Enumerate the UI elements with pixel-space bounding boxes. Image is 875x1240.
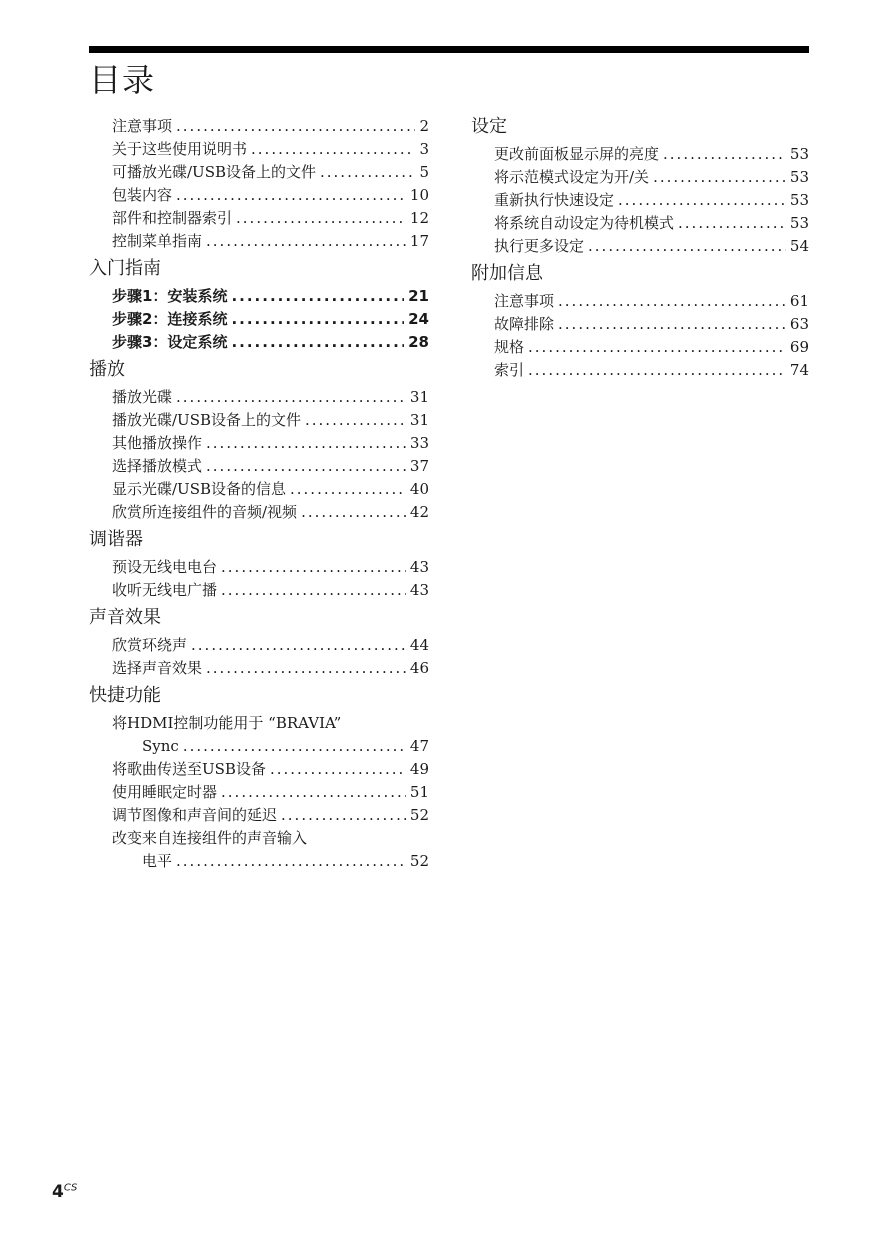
dot-leader [176,184,406,207]
section-heading: 快捷功能 [89,685,161,706]
toc-entry-label: 步骤1：安装系统 [112,287,228,305]
dot-leader [678,212,786,235]
toc-entry-list [89,386,429,524]
toc-entry-page: 52 [409,852,429,870]
dot-leader [183,735,406,758]
dot-leader [236,207,406,230]
toc-entry-list [471,290,809,382]
toc-entry[interactable] [89,758,429,781]
toc-entry-label: 选择播放模式 [112,457,203,475]
toc-entry-label: 欣赏所连接组件的音频/视频 [112,503,298,521]
page-number-value: 4 [52,1182,64,1202]
dot-leader [588,235,786,258]
toc-entry[interactable] [471,336,809,359]
toc-entry-label: 控制菜单指南 [112,232,203,250]
toc-entry[interactable] [471,166,809,189]
toc-section [89,115,429,253]
dot-leader [251,138,415,161]
toc-entry[interactable] [89,184,429,207]
toc-entry-label-continued: Sync [142,737,179,755]
toc-entry-label: 收听无线电广播 [112,581,218,599]
toc-entry[interactable] [89,804,429,827]
toc-entry[interactable] [89,634,429,657]
toc-entry-label: 步骤3：设定系统 [112,333,228,351]
dot-leader [558,290,786,313]
toc-entry-label: 执行更多设定 [494,237,585,255]
toc-entry-list [89,285,429,354]
toc-entry-label: 索引 [494,361,525,379]
dot-leader [176,115,415,138]
toc-entry[interactable] [89,432,429,455]
toc-entry-page: 3 [419,140,429,158]
toc-entry-page: 43 [409,558,429,576]
dot-leader [221,556,406,579]
toc-entry[interactable] [89,285,429,308]
toc-entry[interactable] [89,308,429,331]
toc-entry-page: 43 [409,581,429,599]
toc-entry[interactable] [89,409,429,432]
toc-entry-page: 53 [789,145,809,163]
dot-leader [206,230,406,253]
toc-entry[interactable] [89,712,429,735]
toc-entry-page: 53 [789,214,809,232]
toc-entry[interactable] [89,138,429,161]
dot-leader [290,478,406,501]
dot-leader [528,359,786,382]
toc-entry-label: 将HDMI控制功能用于 “BRAVIA” [112,714,342,732]
toc-entry-label: 欣赏环绕声 [112,636,188,654]
toc-entry-page: 10 [409,186,429,204]
dot-leader [206,432,406,455]
toc-section [471,262,809,382]
toc-entry-label: 关于这些使用说明书 [112,140,248,158]
toc-entry-page: 74 [789,361,809,379]
toc-entry-page: 44 [409,636,429,654]
toc-entry-label: 将系统自动设定为待机模式 [494,214,675,232]
dot-leader [221,579,406,602]
dot-leader [231,285,404,308]
toc-entry-label: 更改前面板显示屏的亮度 [494,145,660,163]
toc-entry-list [471,143,809,258]
toc-section [89,606,429,680]
toc-section [89,358,429,524]
section-heading: 附加信息 [471,263,543,284]
toc-entry-page: 49 [409,760,429,778]
toc-entry[interactable] [471,212,809,235]
dot-leader [176,386,406,409]
toc-entry-label: 包装内容 [112,186,173,204]
toc-entry[interactable] [89,455,429,478]
toc-entry-page: 46 [409,659,429,677]
dot-leader [320,161,415,184]
toc-entry[interactable] [471,359,809,382]
toc-entry-page: 61 [789,292,809,310]
dot-leader [270,758,406,781]
toc-entry-page: 17 [409,232,429,250]
toc-section [89,684,429,873]
toc-section [89,257,429,354]
toc-entry-page: 54 [789,237,809,255]
toc-entry-label: 显示光碟/USB设备的信息 [112,480,286,498]
toc-entry-list [89,115,429,253]
dot-leader [653,166,786,189]
toc-entry-list [89,556,429,602]
toc-entry-label: 播放光碟 [112,388,173,406]
toc-entry-page: 12 [409,209,429,227]
toc-entry[interactable] [89,478,429,501]
toc-entry[interactable] [89,781,429,804]
dot-leader [305,409,406,432]
toc-entry-label: 使用睡眠定时器 [112,783,218,801]
toc-entry-label: 将示范模式设定为开/关 [494,168,650,186]
toc-entry-continuation[interactable] [89,850,429,873]
dot-leader [191,634,406,657]
toc-entry-label: 调节图像和声音间的延迟 [112,806,278,824]
dot-leader [528,336,786,359]
toc-entry-continuation[interactable] [89,735,429,758]
toc-entry[interactable] [89,331,429,354]
toc-entry[interactable] [89,827,429,850]
dot-leader [221,781,406,804]
toc-entry-label: 改变来自连接组件的声音输入 [112,829,308,847]
toc-entry-list [89,712,429,873]
toc-entry-label: 重新执行快速设定 [494,191,615,209]
toc-entry-label: 故障排除 [494,315,555,333]
toc-entry-label: 注意事项 [112,117,173,135]
toc-entry-page: 21 [408,287,429,305]
dot-leader [231,308,404,331]
toc-entry-page: 40 [409,480,429,498]
dot-leader [618,189,786,212]
section-heading: 调谐器 [89,529,143,550]
toc-entry-label: 选择声音效果 [112,659,203,677]
toc-entry[interactable] [89,657,429,680]
toc-entry-page: 53 [789,191,809,209]
dot-leader [176,850,406,873]
toc-entry-label: 播放光碟/USB设备上的文件 [112,411,301,429]
page-number [52,1182,77,1202]
toc-entry-label: 部件和控制器索引 [112,209,233,227]
dot-leader [281,804,406,827]
toc-entry-label: 规格 [494,338,525,356]
toc-left-column [89,115,429,877]
toc-entry-label: 可播放光碟/USB设备上的文件 [112,163,316,181]
toc-entry[interactable] [471,189,809,212]
section-heading: 播放 [89,359,125,380]
toc-entry[interactable] [471,235,809,258]
toc-entry-label: 其他播放操作 [112,434,203,452]
section-heading: 声音效果 [89,607,161,628]
dot-leader [663,143,786,166]
toc-right-column [471,115,809,386]
toc-entry-page: 52 [409,806,429,824]
toc-entry-page: 47 [409,737,429,755]
toc-section [89,528,429,602]
toc-entry-page: 28 [408,333,429,351]
toc-entry-page: 33 [409,434,429,452]
toc-entry-list [89,634,429,680]
toc-entry[interactable] [89,386,429,409]
toc-entry-page: 53 [789,168,809,186]
dot-leader [558,313,786,336]
top-rule [89,46,809,53]
toc-entry[interactable] [89,501,429,524]
page-number-suffix: CS [63,1182,78,1194]
toc-entry-page: 5 [419,163,429,181]
toc-entry[interactable] [471,143,809,166]
page-title: 目录 [89,61,156,99]
section-heading: 入门指南 [89,258,161,279]
toc-entry[interactable] [89,207,429,230]
toc-entry-page: 37 [409,457,429,475]
dot-leader [301,501,406,524]
toc-entry-label: 预设无线电电台 [112,558,218,576]
toc-entry-label: 将歌曲传送至USB设备 [112,760,266,778]
toc-section [471,115,809,258]
toc-entry[interactable] [89,161,429,184]
toc-entry-page: 69 [789,338,809,356]
toc-entry[interactable] [471,290,809,313]
toc-entry[interactable] [89,230,429,253]
toc-entry-page: 31 [409,411,429,429]
toc-entry[interactable] [89,556,429,579]
dot-leader [206,455,406,478]
toc-entry-label-continued: 电平 [142,852,173,870]
toc-entry-page: 63 [789,315,809,333]
section-heading: 设定 [471,116,507,137]
toc-entry-label: 步骤2：连接系统 [112,310,228,328]
toc-entry-page: 24 [408,310,429,328]
dot-leader [231,331,404,354]
toc-entry-page: 51 [409,783,429,801]
toc-entry[interactable] [89,115,429,138]
toc-entry-page: 2 [419,117,429,135]
toc-entry-page: 42 [409,503,429,521]
toc-entry[interactable] [471,313,809,336]
toc-entry-label: 注意事项 [494,292,555,310]
toc-entry[interactable] [89,579,429,602]
dot-leader [206,657,406,680]
toc-entry-page: 31 [409,388,429,406]
